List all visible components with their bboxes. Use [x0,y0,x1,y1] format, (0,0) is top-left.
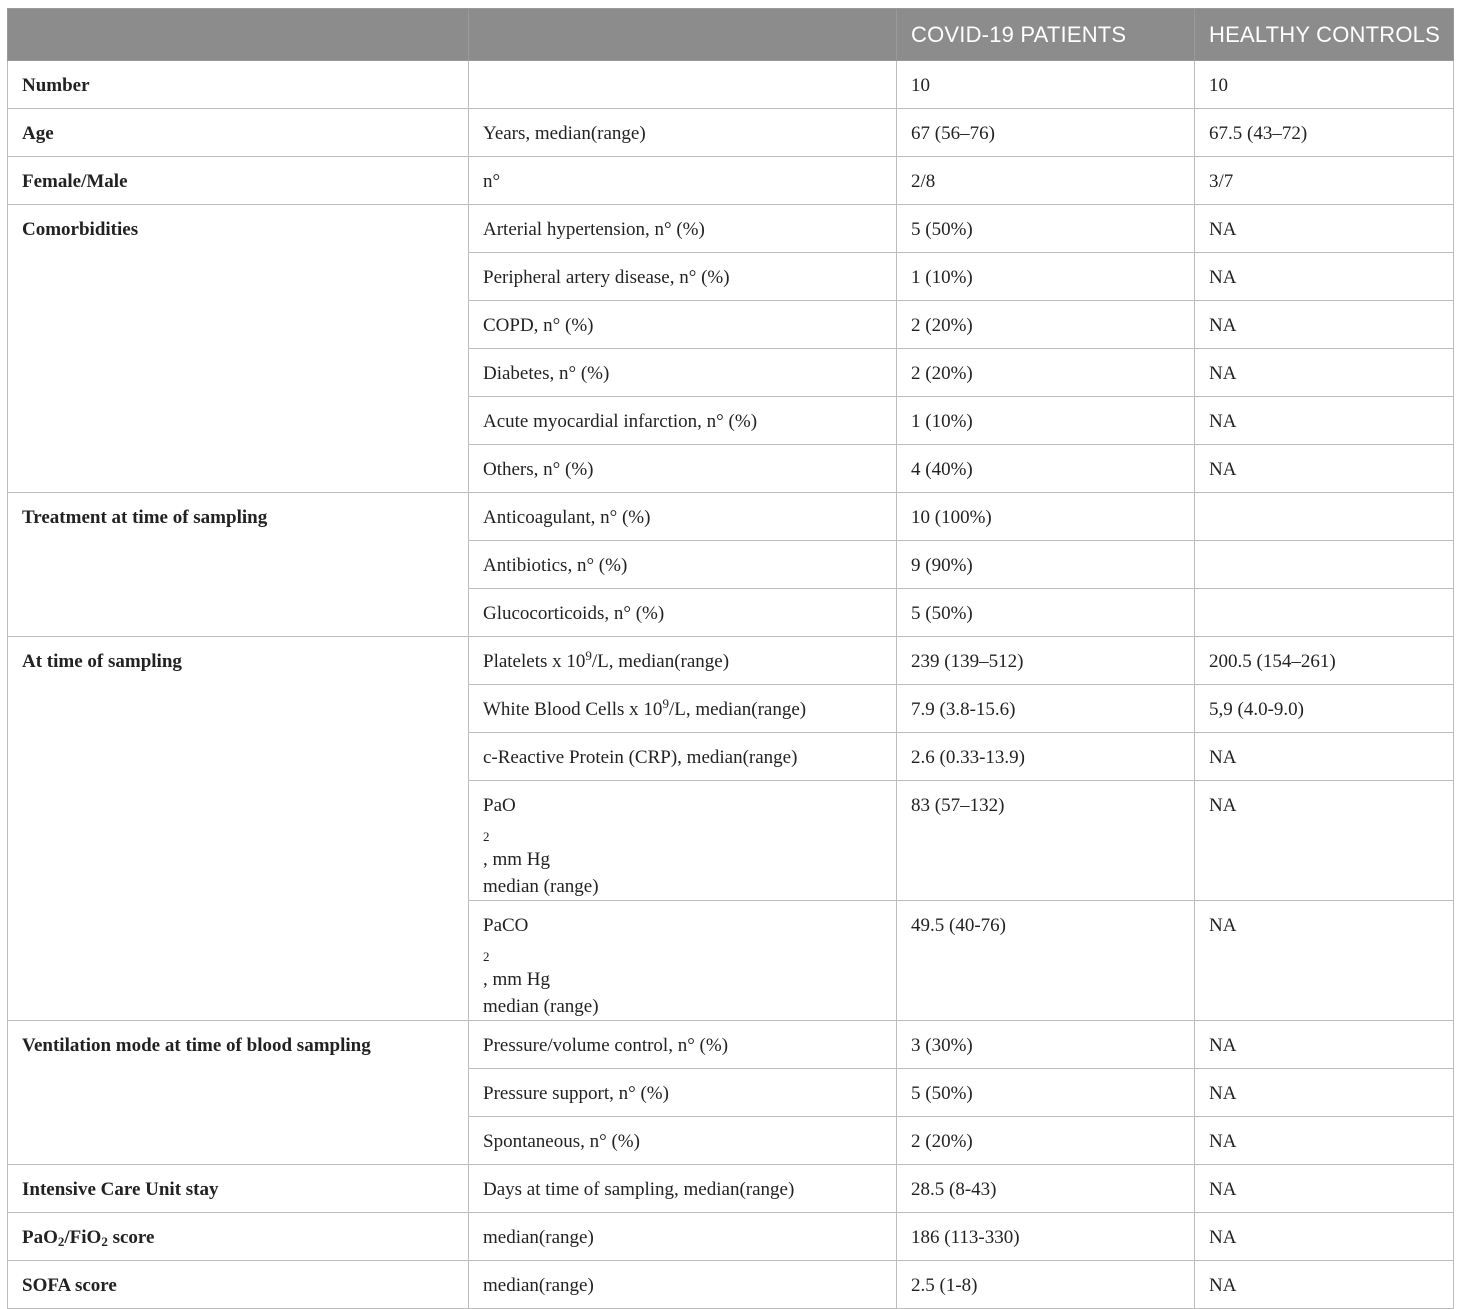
healthy-value: NA [1195,1117,1454,1165]
covid-value: 9 (90%) [897,541,1195,589]
covid-value: 2/8 [897,157,1195,205]
healthy-value: NA [1195,733,1454,781]
healthy-value: NA [1195,397,1454,445]
parameter-cell: PaO $_2$ , mm Hg median (range) [469,781,897,901]
covid-value: 1 (10%) [897,253,1195,301]
parameter-cell: Arterial hypertension, n° (%) [469,205,897,253]
covid-value: 2 (20%) [897,301,1195,349]
parameter-cell: c-Reactive Protein (CRP), median(range) [469,733,897,781]
parameter-cell: Others, n° (%) [469,445,897,493]
table-row [8,1213,1454,1261]
row-label: Comorbidities [8,205,469,493]
parameter-cell: White Blood Cells x $10^9/L$, median(range) [469,685,897,733]
covid-value: 83 (57–132) [897,781,1195,901]
row-label: Age [8,109,469,157]
healthy-value [1195,541,1454,589]
table-row [8,493,1454,541]
parameter-cell: Days at time of sampling, median(range) [469,1165,897,1213]
covid-value: 4 (40%) [897,445,1195,493]
parameter-cell: Glucocorticoids, n° (%) [469,589,897,637]
parameter-cell: Spontaneous, n° (%) [469,1117,897,1165]
healthy-value: 200.5 (154–261) [1195,637,1454,685]
parameter-cell: Years, median(range) [469,109,897,157]
patient-characteristics-table [7,8,1454,1309]
healthy-value: NA [1195,445,1454,493]
healthy-value: NA [1195,253,1454,301]
row-label: PaO$_2$/FiO$_2$ score [8,1213,469,1261]
parameter-cell: Pressure/volume control, n° (%) [469,1021,897,1069]
healthy-value: NA [1195,1021,1454,1069]
parameter-cell: Antibiotics, n° (%) [469,541,897,589]
parameter-cell: Anticoagulant, n° (%) [469,493,897,541]
table-row [8,637,1454,685]
table-row [8,109,1454,157]
table-row [8,157,1454,205]
healthy-value: NA [1195,1069,1454,1117]
parameter-cell: PaCO $_2$ , mm Hg median (range) [469,901,897,1021]
covid-value: 7.9 (3.8-15.6) [897,685,1195,733]
parameter-cell [469,61,897,109]
healthy-value: NA [1195,901,1454,1021]
healthy-value: 67.5 (43–72) [1195,109,1454,157]
parameter-cell: Diabetes, n° (%) [469,349,897,397]
row-label: Treatment at time of sampling [8,493,469,637]
table-row [8,1021,1454,1069]
parameter-cell: COPD, n° (%) [469,301,897,349]
parameter-cell: median(range) [469,1261,897,1309]
header-parameter [469,9,897,61]
parameter-cell: Acute myocardial infarction, n° (%) [469,397,897,445]
table-row [8,205,1454,253]
covid-value: 67 (56–76) [897,109,1195,157]
covid-value: 3 (30%) [897,1021,1195,1069]
healthy-value [1195,589,1454,637]
table-row [8,1165,1454,1213]
healthy-value: NA [1195,1213,1454,1261]
parameter-cell: Peripheral artery disease, n° (%) [469,253,897,301]
row-label: Female/Male [8,157,469,205]
header-covid-patients: COVID-19 PATIENTS [897,9,1195,61]
covid-value: 5 (50%) [897,1069,1195,1117]
parameter-cell: n° [469,157,897,205]
covid-value: 10 [897,61,1195,109]
row-label: At time of sampling [8,637,469,1021]
covid-value: 2.5 (1-8) [897,1261,1195,1309]
covid-value: 28.5 (8-43) [897,1165,1195,1213]
header-group [8,9,469,61]
header-row [8,9,1454,61]
healthy-value: NA [1195,349,1454,397]
covid-value: 5 (50%) [897,589,1195,637]
healthy-value [1195,493,1454,541]
row-label: Intensive Care Unit stay [8,1165,469,1213]
row-label: SOFA score [8,1261,469,1309]
covid-value: 2 (20%) [897,349,1195,397]
table-row [8,1261,1454,1309]
healthy-value: NA [1195,1261,1454,1309]
healthy-value: NA [1195,781,1454,901]
covid-value: 2 (20%) [897,1117,1195,1165]
healthy-value: NA [1195,301,1454,349]
covid-value: 1 (10%) [897,397,1195,445]
covid-value: 239 (139–512) [897,637,1195,685]
header-healthy-controls: HEALTHY CONTROLS [1195,9,1454,61]
covid-value: 5 (50%) [897,205,1195,253]
covid-value: 49.5 (40-76) [897,901,1195,1021]
healthy-value: 10 [1195,61,1454,109]
row-label: Number [8,61,469,109]
covid-value: 10 (100%) [897,493,1195,541]
healthy-value: NA [1195,205,1454,253]
healthy-value: 3/7 [1195,157,1454,205]
healthy-value: NA [1195,1165,1454,1213]
covid-value: 2.6 (0.33-13.9) [897,733,1195,781]
row-label: Ventilation mode at time of blood sampling [8,1021,469,1165]
parameter-cell: median(range) [469,1213,897,1261]
covid-value: 186 (113-330) [897,1213,1195,1261]
parameter-cell: Platelets x $10^9/L$, median(range) [469,637,897,685]
healthy-value: 5,9 (4.0-9.0) [1195,685,1454,733]
table-row [8,61,1454,109]
parameter-cell: Pressure support, n° (%) [469,1069,897,1117]
